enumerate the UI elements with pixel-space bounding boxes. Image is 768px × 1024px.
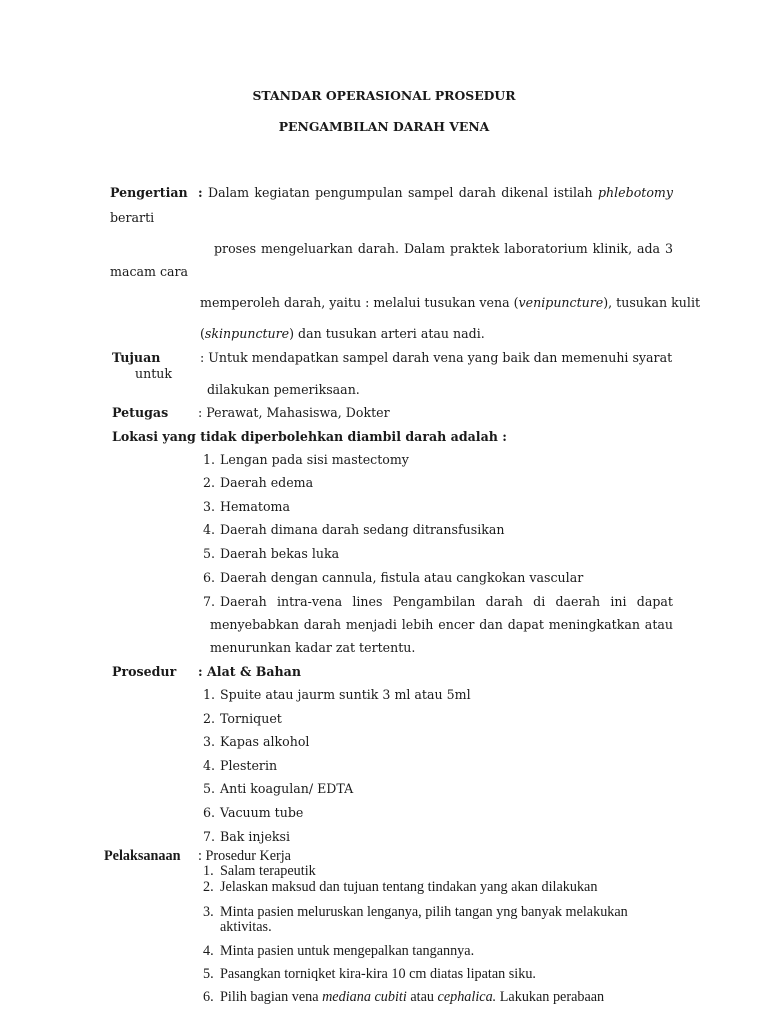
- alat-item: [203, 805, 303, 821]
- list-number: 2.: [203, 711, 216, 726]
- pelaksanaan-heading: : Prosedur Kerja: [198, 848, 291, 864]
- pengertian-line-2-wrap: macam cara: [110, 264, 189, 279]
- list-number: 4.: [203, 522, 216, 537]
- petugas-text: : Perawat, Mahasiswa, Dokter: [198, 405, 390, 420]
- list-number: 1.: [203, 863, 214, 879]
- list-number: 6.: [203, 805, 216, 820]
- kerja-item-3-line-2: aktivitas.: [220, 919, 272, 935]
- list-number: 5.: [203, 781, 216, 796]
- pengertian-line-2: proses mengeluarkan darah. Dalam praktek laboratorium klinik, ada 3: [214, 241, 673, 256]
- list-text: Minta pasien untuk mengepalkan tangannya.: [220, 943, 475, 959]
- list-text: Daerah dengan cannula, fistula atau cangkokan vascular: [220, 570, 584, 585]
- list-number: 3.: [203, 734, 216, 749]
- tujuan-label: Tujuan: [112, 350, 161, 365]
- pengertian-line-1-wrap: berarti: [110, 210, 155, 225]
- list-number: 1.: [203, 687, 216, 702]
- list-text: Salam terapeutik: [220, 863, 316, 879]
- list-text: Pasangkan torniqket kira-kira 10 cm diatas lipatan siku.: [220, 966, 536, 982]
- list-text: Hematoma: [220, 499, 290, 514]
- list-text: Vacuum tube: [220, 805, 304, 820]
- list-text-c: Lakukan perabaan: [499, 989, 605, 1005]
- list-text: Daerah bekas luka: [220, 546, 340, 561]
- lokasi-item-7-line-2: menyebabkan darah menjadi lebih encer dan dapat meningkatkan atau: [210, 617, 673, 632]
- list-number: 7.: [203, 829, 216, 844]
- pengertian-colon: :: [198, 185, 203, 200]
- list-number: 4.: [203, 943, 214, 959]
- list-text: Torniquet: [220, 711, 282, 726]
- alat-item: [203, 781, 353, 797]
- pengertian-line-1: [198, 185, 673, 201]
- lokasi-item: [203, 522, 505, 538]
- pengertian-line-4: [200, 326, 485, 342]
- pengertian-line-4-text-b: ) dan tusukan arteri atau nadi.: [289, 326, 485, 341]
- list-number: 4.: [203, 758, 216, 773]
- tujuan-text-2: dilakukan pemeriksaan.: [207, 382, 360, 397]
- list-text: Daerah edema: [220, 475, 314, 490]
- list-number: 5.: [203, 966, 214, 982]
- lokasi-item: [203, 570, 583, 586]
- list-text: Plesterin: [220, 758, 278, 773]
- term-venipuncture: venipuncture: [518, 295, 604, 310]
- list-text: Lengan pada sisi mastectomy: [220, 452, 409, 467]
- term-cephalica: cephalica.: [437, 989, 497, 1005]
- kerja-item: [203, 966, 536, 984]
- alat-item: [203, 687, 471, 703]
- list-number: 2.: [203, 879, 214, 895]
- petugas-label: Petugas: [112, 405, 169, 420]
- pengertian-label: Pengertian: [110, 185, 188, 200]
- alat-item: [203, 711, 282, 727]
- kerja-item: [203, 943, 474, 961]
- pelaksanaan-label: Pelaksanaan: [104, 848, 181, 864]
- term-skinpuncture: skinpuncture: [204, 326, 290, 341]
- lokasi-heading: Lokasi yang tidak diperbolehkan diambil darah adalah :: [112, 429, 507, 444]
- lokasi-item: [203, 499, 290, 515]
- lokasi-item-7-number: 7.: [203, 594, 216, 609]
- prosedur-label: Prosedur: [112, 664, 177, 679]
- tujuan-label-2: untuk: [135, 366, 173, 381]
- list-text-a: Pilih bagian vena: [220, 989, 319, 1005]
- alat-item: [203, 758, 277, 774]
- list-number: 6.: [203, 989, 214, 1005]
- document-subtitle: PENGAMBILAN DARAH VENA: [278, 119, 490, 134]
- kerja-item: [203, 879, 597, 897]
- term-phlebotomy: phlebotomy: [597, 185, 673, 200]
- list-number: 5.: [203, 546, 216, 561]
- term-mediana-cubiti: mediana cubiti: [322, 989, 407, 1005]
- prosedur-heading: : Alat & Bahan: [198, 664, 301, 679]
- lokasi-item: [203, 546, 339, 562]
- list-text: Jelaskan maksud dan tujuan tentang tindakan yang akan dilakukan: [220, 879, 598, 895]
- lokasi-item-7-line-1: Daerah intra-vena lines Pengambilan darah di daerah ini dapat: [220, 594, 673, 609]
- list-text: Bak injeksi: [220, 829, 291, 844]
- pengertian-line-3: [200, 295, 700, 311]
- document-title: STANDAR OPERASIONAL PROSEDUR: [252, 88, 516, 103]
- pengertian-line-4-text-a: (: [200, 326, 205, 341]
- list-text: Anti koagulan/ EDTA: [220, 781, 354, 796]
- pengertian-line-1-text: Dalam kegiatan pengumpulan sampel darah dikenal istilah: [207, 185, 593, 200]
- list-number: 3.: [203, 499, 216, 514]
- list-number: 2.: [203, 475, 216, 490]
- kerja-item: [203, 989, 604, 1007]
- lokasi-item: [203, 475, 313, 491]
- list-text: Spuite atau jaurm suntik 3 ml atau 5ml: [220, 687, 471, 702]
- list-number: 1.: [203, 452, 216, 467]
- tujuan-text-1: : Untuk mendapatkan sampel darah vena yang baik dan memenuhi syarat: [200, 350, 673, 365]
- pengertian-line-3-text-b: ), tusukan kulit: [603, 295, 701, 310]
- alat-item: [203, 829, 290, 845]
- lokasi-item-7-line-3: menurunkan kadar zat tertentu.: [210, 640, 416, 655]
- list-text-b: atau: [410, 989, 434, 1005]
- list-number: 3.: [203, 904, 214, 920]
- pengertian-line-3-text-a: memperoleh darah, yaitu : melalui tusukan vena (: [200, 295, 519, 310]
- list-number: 6.: [203, 570, 216, 585]
- lokasi-item: [203, 452, 409, 468]
- list-text: Kapas alkohol: [220, 734, 310, 749]
- list-text: Daerah dimana darah sedang ditransfusikan: [220, 522, 505, 537]
- alat-item: [203, 734, 309, 750]
- list-text: Minta pasien meluruskan lenganya, pilih tangan yng banyak melakukan: [220, 904, 628, 920]
